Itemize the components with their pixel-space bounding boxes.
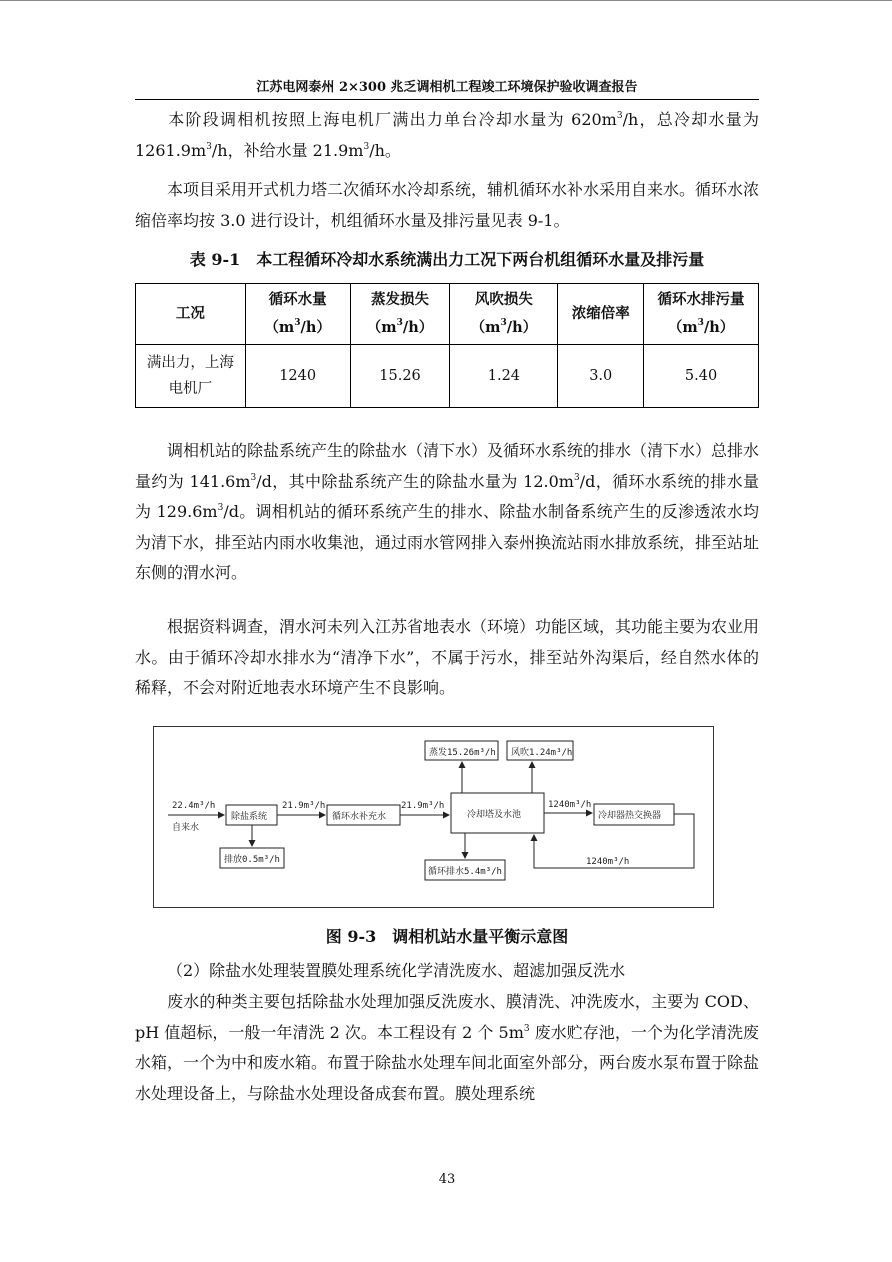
cell-condition	[136, 345, 246, 408]
superscript: 3	[250, 472, 257, 483]
text-segment: /d，其中除盐系统产生的除盐水量为 12.0m	[256, 471, 574, 491]
superscript: 3	[363, 141, 370, 152]
water-volume-table	[135, 283, 759, 408]
page-number: 43	[438, 1172, 456, 1187]
superscript: 3	[500, 318, 507, 328]
flow3-label: 1240m³/h	[548, 800, 592, 810]
cell-evaporation-loss: 15.26	[350, 345, 450, 408]
text-segment: 本阶段调相机按照上海电机厂满出力单台冷却水量为 620m	[167, 110, 617, 129]
superscript: 3	[206, 141, 212, 152]
text-segment: 废水的种类主要包括除盐水处理加强反洗废水、膜清洗、冲洗废水，主要为 COD、pH 值超标，一般一年清洗 2 次。本工程设有 2 个 5m	[135, 992, 759, 1042]
table-row	[136, 345, 759, 408]
unit-text: （m	[366, 319, 397, 336]
text-segment: /d。调相机站的循环系统产生的排水、除盐水制备系统产生的反渗透浓水均为清下水，排至站内雨水收集池，通过雨水管网排入泰州换流站雨水排放系统，排至站址东侧的渭水河。	[135, 502, 760, 582]
superscript: 3	[697, 318, 704, 328]
makeup-water-label: 循环水补充水	[332, 812, 387, 822]
cell-concentration-ratio: 3.0	[558, 345, 644, 408]
superscript: 3	[523, 1023, 530, 1034]
header-condition: 工况	[136, 284, 246, 345]
cooling-tower-label: 冷却塔及水池	[467, 810, 522, 820]
superscript: 3	[573, 472, 580, 483]
superscript: 3	[396, 318, 403, 328]
header-wind-loss	[450, 284, 558, 345]
cell-circulating-volume: 1240	[245, 345, 350, 408]
paragraph-river	[135, 612, 759, 704]
header-evaporation-loss	[350, 284, 450, 345]
table-title: 表 9-1 本工程循环冷却水系统满出力工况下两台机组循环水量及排污量	[189, 250, 705, 269]
evaporation-label: 蒸发15.26m³/h	[429, 748, 496, 758]
cell-text: 满出力，上海	[146, 355, 234, 371]
header-label: 循环水量	[268, 291, 327, 308]
return-flow-label: 1240m³/h	[586, 857, 630, 867]
desalination-label: 除盐系统	[231, 812, 268, 822]
unit-text: /h）	[300, 319, 331, 336]
figure-caption: 图 9-3 调相机站水量平衡示意图	[325, 927, 569, 946]
section-heading	[135, 956, 759, 987]
discharge-label: 排放0.5m³/h	[224, 855, 280, 865]
superscript: 3	[294, 318, 301, 328]
blowdown-label: 循环排水5.4m³/h	[428, 867, 502, 877]
unit-text: （m	[667, 319, 698, 336]
header-blowdown-volume	[644, 284, 759, 345]
header-label: 循环水排污量	[657, 291, 745, 308]
header-label: 蒸发损失	[371, 291, 430, 308]
unit-text: /h）	[506, 319, 538, 336]
wind-loss-label: 风吹1.24m³/h	[511, 748, 573, 758]
table-header-row	[136, 284, 759, 345]
text-segment: （2）除盐水处理装置膜处理系统化学清洗废水、超滤加强反洗水	[167, 961, 626, 980]
flow2-label: 21.9m³/h	[401, 801, 445, 811]
water-balance-diagram	[153, 726, 714, 908]
diagram-svg	[154, 727, 713, 907]
paragraph-cooling-system	[135, 175, 759, 236]
cell-blowdown-volume: 5.40	[644, 345, 759, 408]
heat-exchanger-label: 冷却器热交换器	[598, 811, 662, 821]
header-concentration-ratio: 浓缩倍率	[558, 284, 644, 345]
superscript: 3	[616, 111, 623, 121]
header-circulating-volume	[245, 284, 350, 345]
superscript: 3	[217, 503, 224, 513]
paragraph-wastewater	[135, 987, 759, 1109]
unit-text: /h）	[402, 319, 434, 336]
paragraph-drainage	[135, 436, 759, 589]
source-label: 自来水	[172, 823, 200, 833]
header-label: 风吹损失	[474, 291, 533, 308]
unit-text: /h）	[703, 319, 735, 336]
text-segment: 本项目采用开式机力塔二次循环水冷却系统，辅机循环水补水采用自来水。循环水浓缩倍率均按 3.0 进行设计，机组循环水量及排污量见表 9-1。	[135, 180, 760, 230]
paragraph-cooling-water	[135, 105, 759, 166]
flow1-label: 21.9m³/h	[282, 801, 326, 811]
page-header: 江苏电网泰州 2×300 兆乏调相机工程竣工环境保护验收调查报告	[256, 80, 638, 95]
top-border-line	[0, 0, 892, 1]
cell-text: 电机厂	[168, 381, 213, 397]
unit-text: （m	[470, 319, 501, 336]
inflow-label: 22.4m³/h	[172, 801, 216, 811]
text-segment: /h。	[369, 140, 401, 160]
cell-wind-loss: 1.24	[450, 345, 558, 408]
text-segment: 调相机站的除盐系统产生的除盐水（清下水）及循环水系统的排水（清下水）总排水量约为 141.6m	[135, 441, 760, 491]
text-segment: /h，总冷却水量为 1261.9m	[135, 110, 759, 160]
header-rule	[135, 99, 759, 100]
unit-text: （m	[264, 319, 295, 336]
text-segment: /d，循环水系统的排水量为 129.6m	[135, 471, 759, 521]
text-segment: /h，补给水量 21.9m	[211, 140, 364, 160]
text-segment: 废水贮存池，一个为化学清洗废水箱，一个为中和废水箱。布置于除盐水处理车间北面室外部分，两台废水泵布置于除盐水处理设备上，与除盐水处理设备成套布置。膜处理系统	[135, 1022, 760, 1103]
text-segment: 根据资料调查，渭水河未列入江苏省地表水（环境）功能区域，其功能主要为农业用水。由于循环冷却水排水为“清净下水”，不属于污水，排至站外沟渠后，经自然水体的稀释，不会对附近地表水环境产生不良影响。	[135, 617, 760, 697]
